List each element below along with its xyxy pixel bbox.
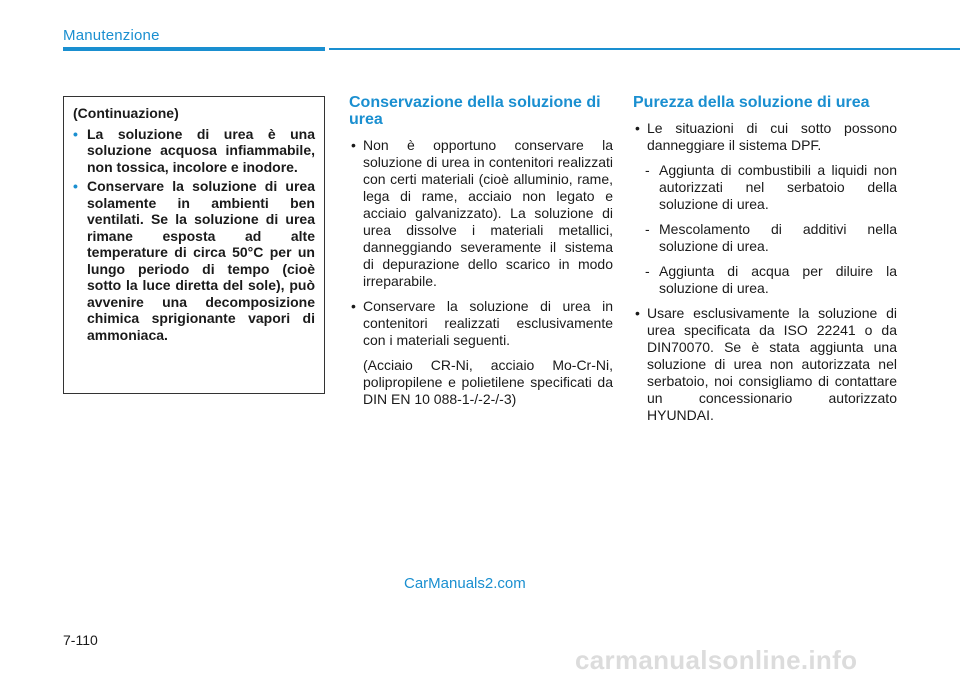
sub-list-item: - Aggiunta di acqua per diluire la soluzione di urea.: [645, 263, 897, 296]
storage-section: [349, 94, 613, 416]
bullet-icon: •: [73, 178, 78, 194]
bullet-icon: •: [635, 120, 640, 136]
bullet-icon: •: [351, 298, 356, 314]
purity-title: Purezza della soluzione di urea: [633, 94, 870, 111]
watermark-link[interactable]: CarManuals2.com: [404, 575, 526, 592]
footer-watermark: carmanualsonline.info: [575, 645, 858, 675]
dash-icon: -: [645, 221, 650, 237]
warning-item: • Conservare la soluzione di urea solamente in ambienti ben ventilati. Se la soluzione di urea rimane esposta ad alte temperature di circa 50°C per un lungo periodo di tempo (cioè sotto la luce diretta del sole), può avvenire una decomposizione chimica sprigionante vapori di ammoniaca.: [73, 178, 315, 343]
header-rule-thick: [63, 47, 325, 51]
list-item: • Non è opportuno conservare la soluzione di urea in contenitori realizzati con certi materiali (cioè alluminio, rame, lega di rame, acciaio non legato e acciaio galvanizzato). La soluzione di urea dissolve i materiali metallici, danneggiando severamente il sistema di depurazione dello scarico in modo irreparabile.: [351, 137, 613, 289]
bullet-icon: •: [351, 137, 356, 153]
sub-list-item: - Mescolamento di additivi nella soluzione di urea.: [645, 221, 897, 254]
sub-list-item: - Aggiunta di combustibili a liquidi non autorizzati nel serbatoio della soluzione di urea.: [645, 162, 897, 212]
purity-section: [633, 94, 897, 432]
bullet-icon: •: [635, 305, 640, 321]
list-item: • Usare esclusivamente la soluzione di urea specificata da ISO 22241 o da DIN70070. Se è stata aggiunta una soluzione di urea non autorizzata nel serbatoio, noi consigliamo di contattare un concessionario autorizzato HYUNDAI.: [635, 305, 897, 423]
page-number: 7-110: [63, 632, 98, 648]
header-rule-thin: [329, 48, 960, 50]
list-item: • Conservare la soluzione di urea in contenitori realizzati esclusivamente con i materiali seguenti.: [351, 298, 613, 348]
materials-note: (Acciaio CR-Ni, acciaio Mo-Cr-Ni, polipropilene e polietilene specificati da DIN EN 10 088-1-/-2-/-3): [363, 357, 613, 407]
warning-box: [63, 96, 325, 394]
warning-item: • La soluzione di urea è una soluzione acquosa infiammabile, non tossica, incolore e inodore.: [73, 125, 315, 175]
section-header-title: Manutenzione: [63, 27, 160, 44]
dash-icon: -: [645, 263, 650, 279]
bullet-icon: •: [73, 125, 78, 142]
continuation-label: (Continuazione): [73, 105, 179, 121]
list-item: • Le situazioni di cui sotto possono danneggiare il sistema DPF.: [635, 120, 897, 153]
storage-title: Conservazione della soluzione di urea: [349, 94, 601, 128]
dash-icon: -: [645, 162, 650, 178]
